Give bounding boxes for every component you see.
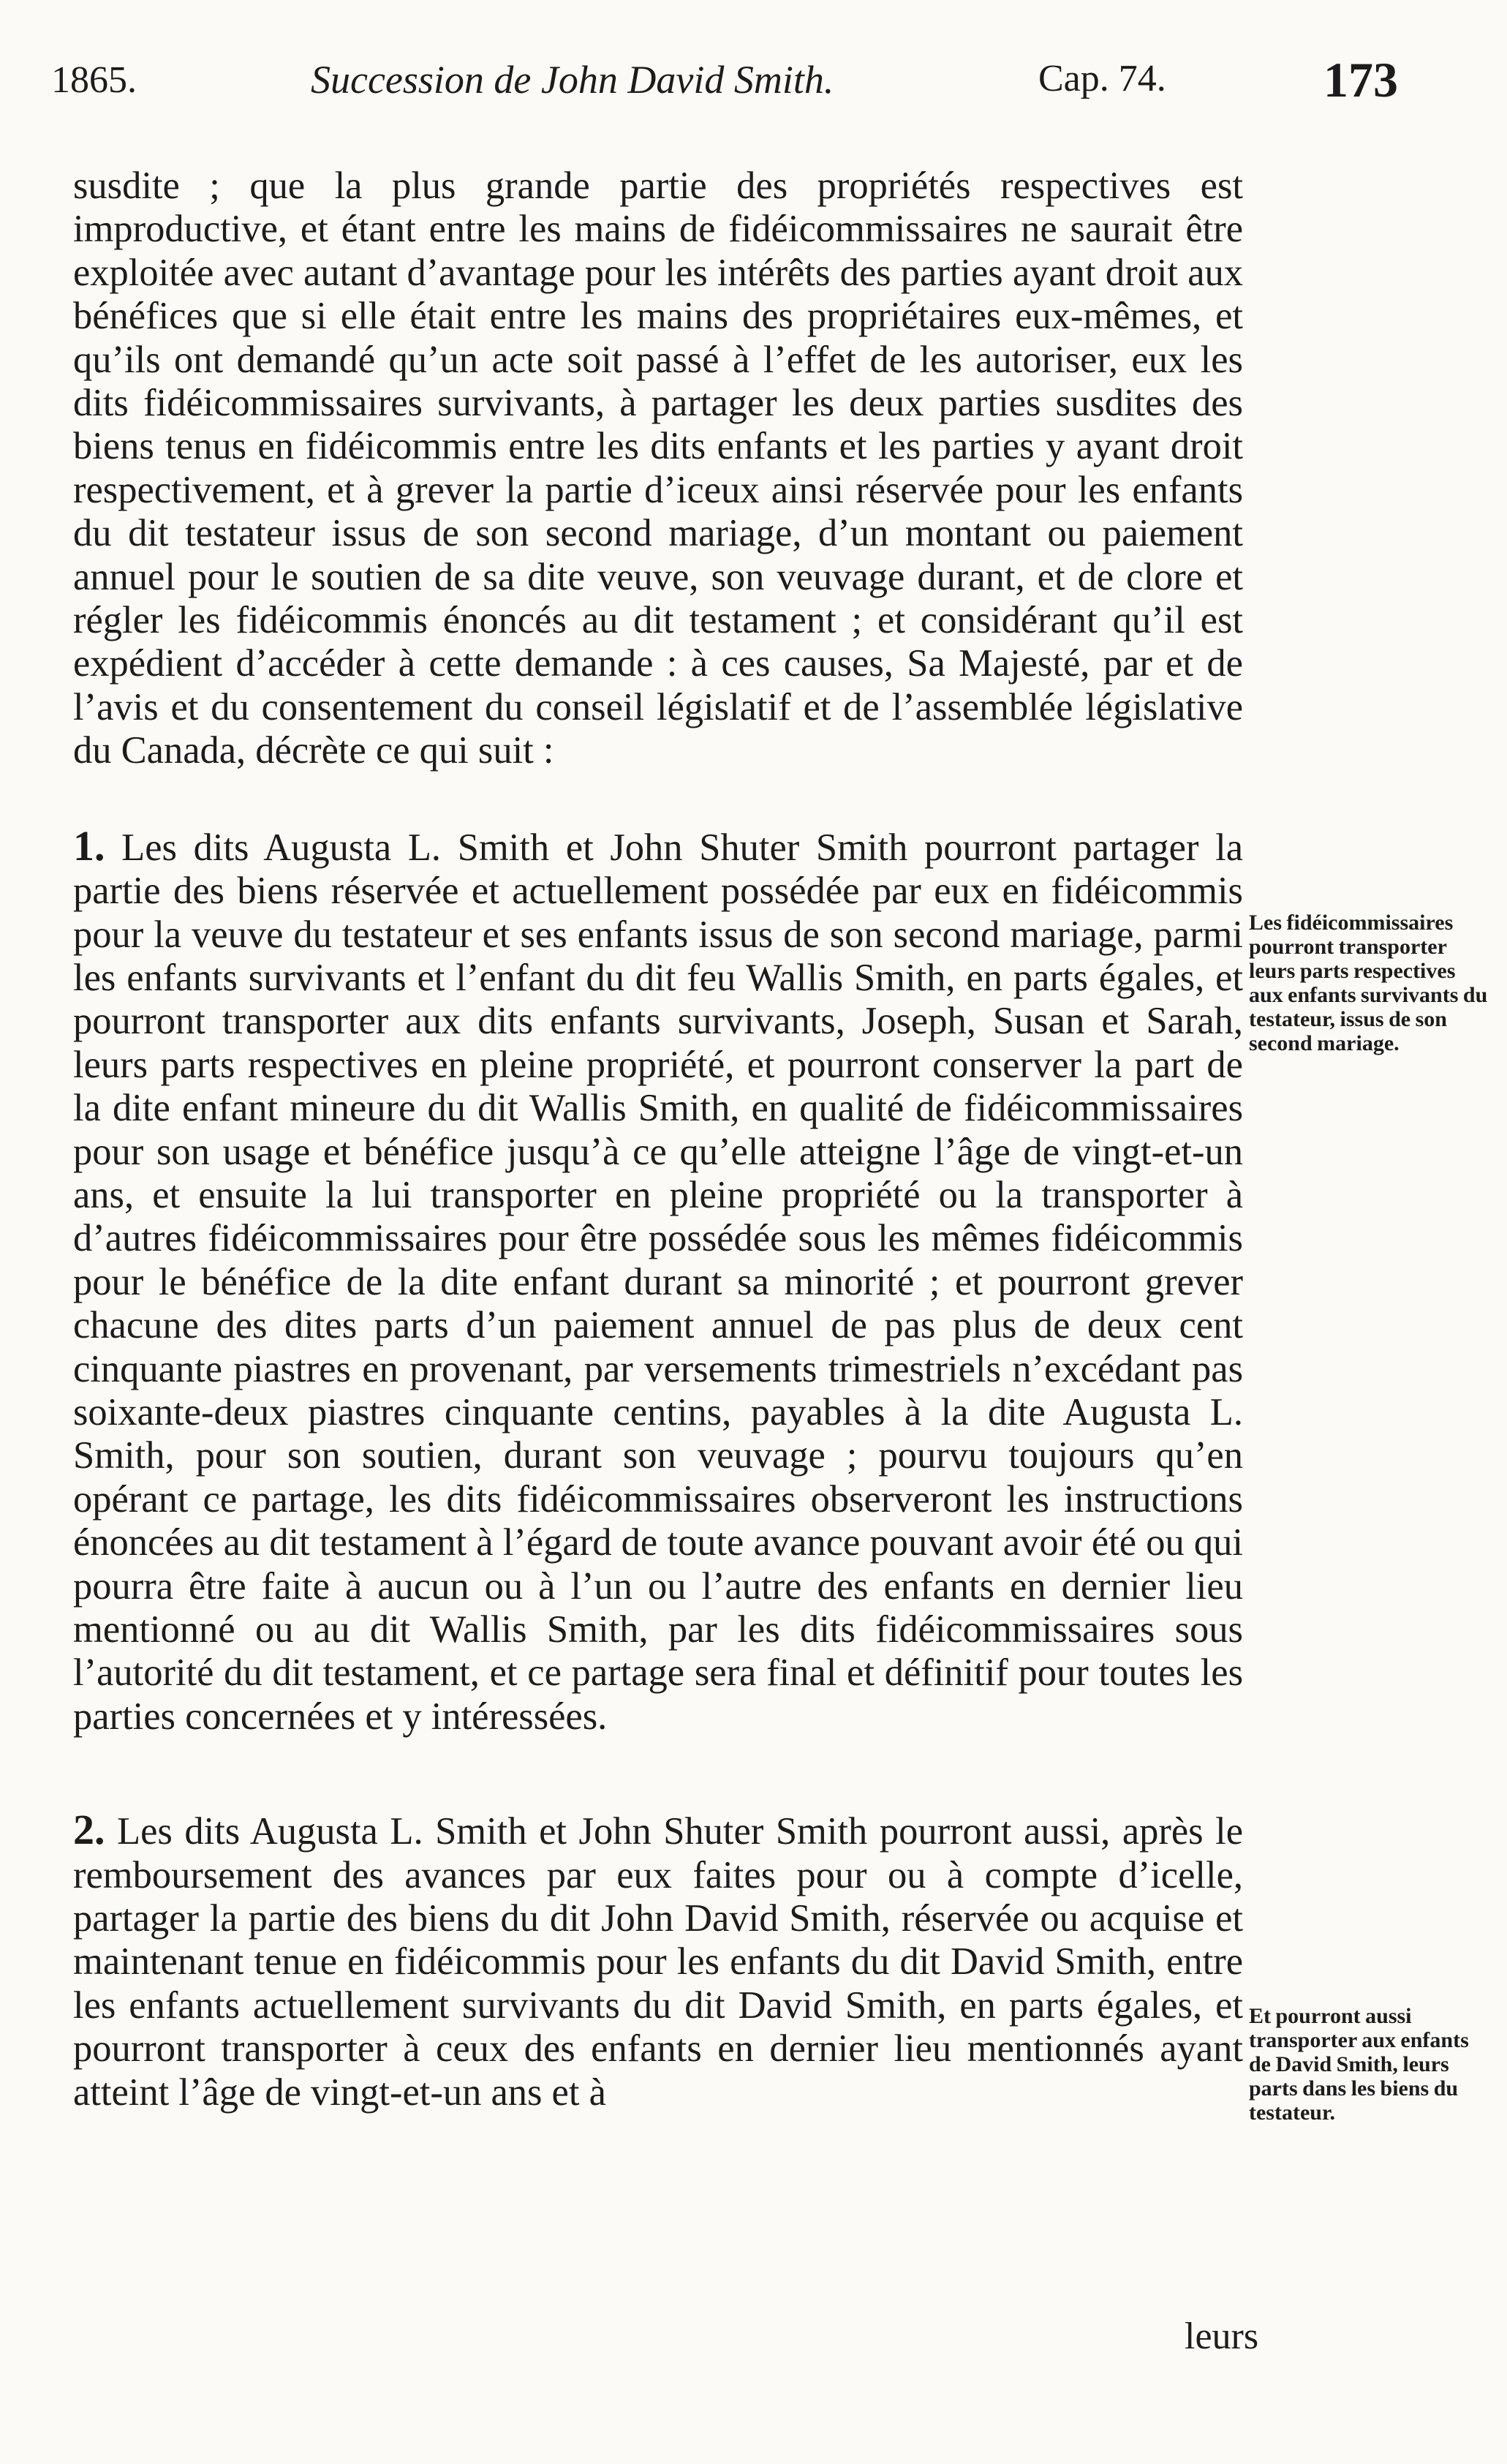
section-1	[73, 821, 1243, 1739]
section-2-text: Les dits Augusta L. Smith et John Shuter Smith pourront aussi, après le remboursement des avances par eux faites pour ou à compte d’icelle, partager la partie des biens du dit John David Smith, réservée ou acquise et maintenant tenue en fidéicommis pour les enfants du dit David Smith, entre les enfants actuellement survivants du dit David Smith, en parts égales, et pourront transporter à ceux des enfants en dernier lieu mentionnés ayant atteint l’âge de vingt-et-un ans et à	[73, 1810, 1244, 2114]
margin-note-section-1: Les fidéicommissaires pourront transporter leurs parts respectives aux enfants survivants du testateur, issus de son second mariage.	[1249, 911, 1488, 1055]
header-title: Succession de John David Smith.	[311, 58, 834, 102]
page-number: 173	[1323, 52, 1398, 108]
header-chapter: Cap. 74.	[1038, 58, 1166, 99]
section-spacer	[73, 1738, 1243, 1808]
page-header	[51, 51, 1426, 117]
header-year: 1865.	[51, 59, 137, 101]
main-text	[73, 165, 1243, 2114]
section-2-number: 2.	[73, 1806, 105, 1854]
preamble-paragraph: susdite ; que la plus grande partie des propriétés respectives est improductive, et étant entre les mains de fidéicommissaires ne saurait être exploitée avec autant d’avantage pour les intérêts des parties ayant droit aux bénéfices que si elle était entre les mains des propriétaires eux-mêmes, et qu’ils ont demandé qu’un acte soit passé à l’effet de les autoriser, eux les dits fidéicommissaires survivants, à partager les deux parties susdites des biens tenus en fidéicommis entre les dits enfants et les parties y ayant droit respectivement, et à grever la partie d’iceux ainsi réservée pour les enfants du dit testateur issus de son second mariage, d’un montant ou paiement annuel pour le soutien de sa dite veuve, son veuvage durant, et de clore et régler les fidéicommis énoncés au dit testament ; et considérant qu’il est expédient d’accéder à cette demande : à ces causes, Sa Majesté, par et de l’avis et du consentement du conseil législatif et de l’assemblée législative du Canada, décrète ce qui suit :	[73, 165, 1243, 772]
section-2	[73, 1808, 1243, 2114]
section-1-text: Les dits Augusta L. Smith et John Shuter Smith pourront partager la partie des biens réservée et actuellement possédée par eux en fidéicommis pour la veuve du testateur et ses enfants issus de son second mariage, parmi les enfants survivants et l’enfant du dit feu Wallis Smith, en parts égales, et pourront transporter aux dits enfants survivants, Joseph, Susan et Sarah, leurs parts respectives en pleine propriété, et pourront conserver la part de la dite enfant mineure du dit Wallis Smith, en qualité de fidéicommissaires pour son usage et bénéfice jusqu’à ce qu’elle atteigne l’âge de vingt-et-un ans, et ensuite la lui transporter en pleine propriété ou la transporter à d’autres fidéicommissaires pour être possédée sous les mêmes fidéicommis pour le bénéfice de la dite enfant durant sa minorité ; et pourront grever chacune des dites parts d’un paiement annuel de pas plus de deux cent cinquante piastres en provenant, par versements trimestriels n’excédant pas soixante-deux piastres cinquante centins, payables à la dite Augusta L. Smith, pour son soutien, durant son veuvage ; pourvu toujours qu’en opérant ce partage, les dits fidéicommissaires observeront les instructions énoncées au dit testament à l’égard de toute avance pouvant avoir été ou qui pourra être faite à aucun ou à l’un ou l’autre des enfants en dernier lieu mentionné ou au dit Wallis Smith, par les dits fidéicommissaires sous l’autorité du dit testament, et ce partage sera final et définitif pour toutes les parties concernées et y intéressées.	[73, 826, 1243, 1738]
margin-note-section-2: Et pourront aussi transporter aux enfants de David Smith, leurs parts dans les biens du testateur.	[1249, 2004, 1469, 2125]
section-spacer	[73, 773, 1243, 824]
section-1-number: 1.	[73, 821, 105, 870]
catchword: leurs	[1185, 2316, 1259, 2357]
